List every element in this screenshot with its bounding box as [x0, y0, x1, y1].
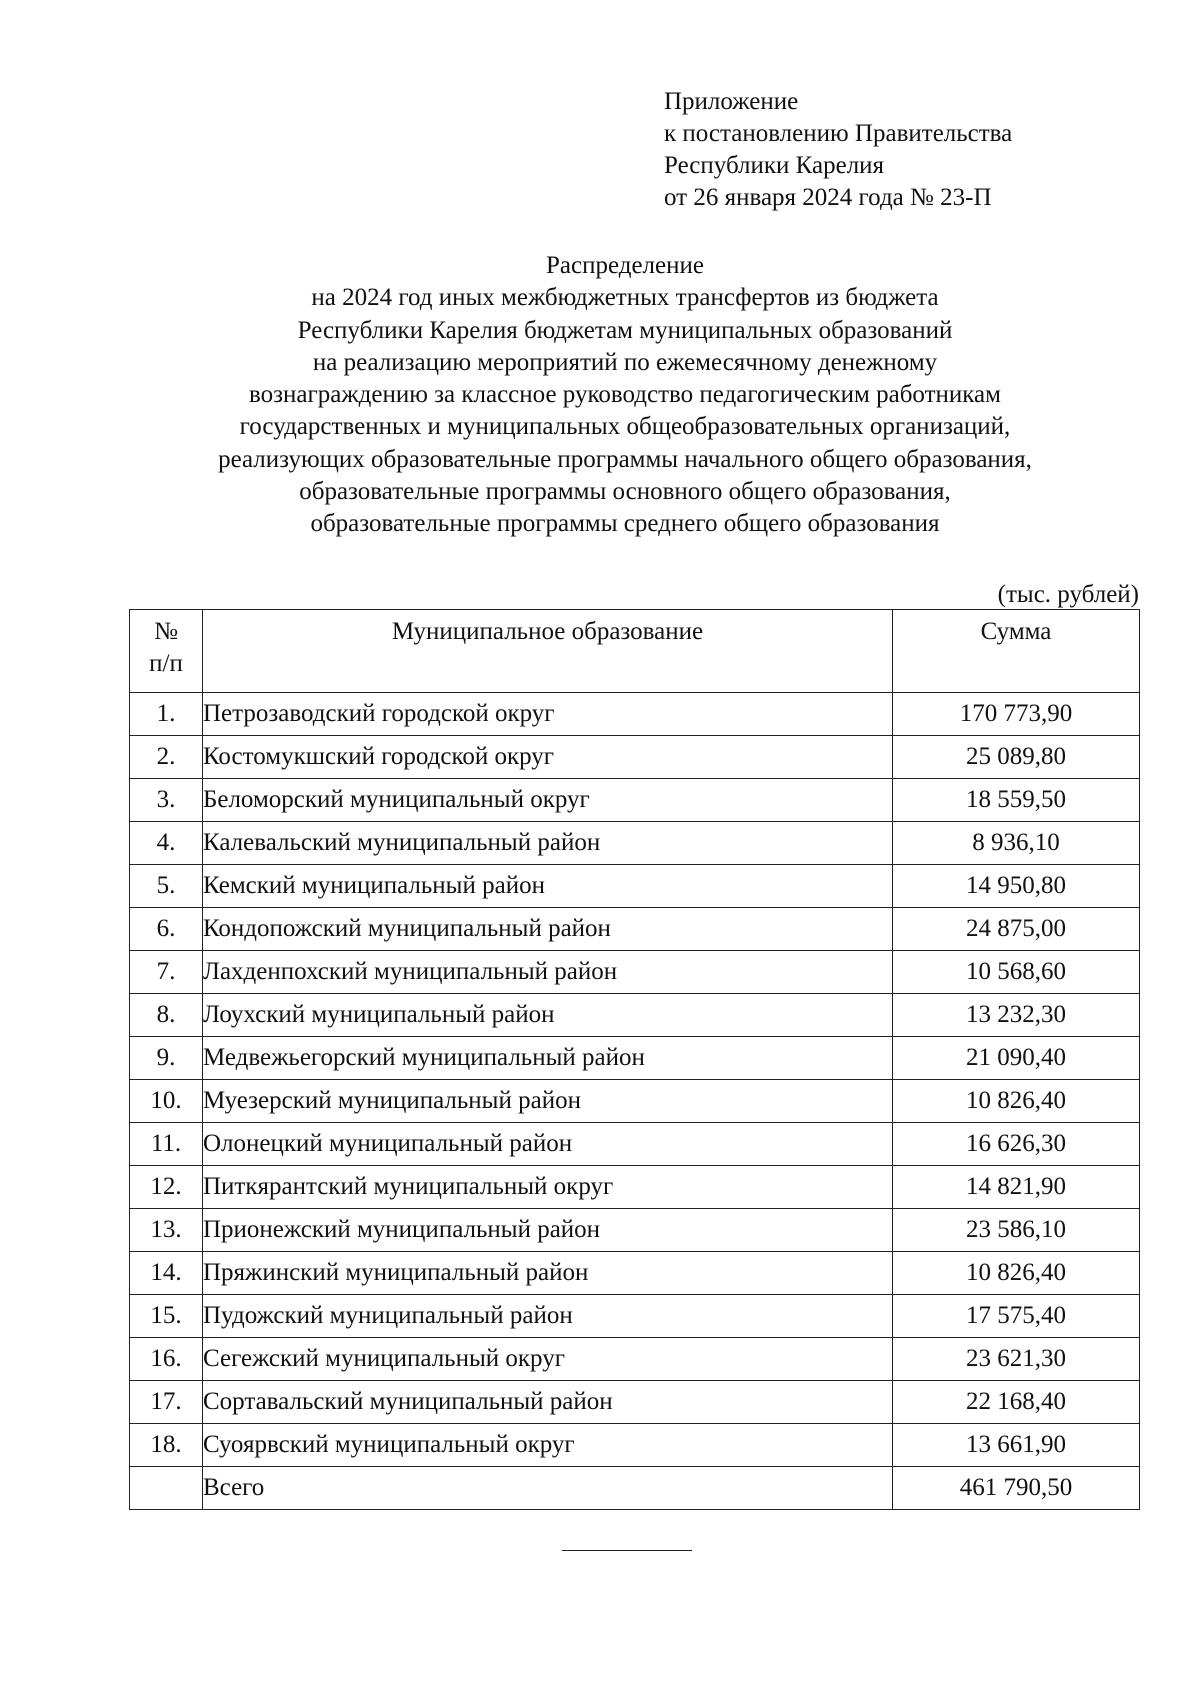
row-sum: 8 936,10 [893, 822, 1140, 865]
row-number: 18. [130, 1424, 203, 1467]
row-number: 9. [130, 1037, 203, 1080]
row-municipality: Медвежьегорский муниципальный район [203, 1037, 893, 1080]
row-municipality: Суоярвский муниципальный округ [203, 1424, 893, 1467]
row-municipality: Сортавальский муниципальный район [203, 1381, 893, 1424]
table-row [130, 822, 1140, 865]
header-number [130, 610, 203, 693]
row-municipality: Беломорский муниципальный округ [203, 779, 893, 822]
header-number-line: п/п [149, 650, 183, 677]
row-sum: 17 575,40 [893, 1295, 1140, 1338]
title-line: реализующих образовательные программы начального общего образования, [218, 445, 1032, 473]
title-line: Республики Карелия бюджетам муниципальных образований [297, 316, 953, 344]
row-number: 15. [130, 1295, 203, 1338]
end-divider-line [562, 1550, 692, 1551]
title-line: вознаграждению за классное руководство педагогическим работникам [249, 381, 1001, 409]
table-row [130, 779, 1140, 822]
table-row [130, 1209, 1140, 1252]
row-municipality: Калевальский муниципальный район [203, 822, 893, 865]
row-sum: 10 826,40 [893, 1252, 1140, 1295]
total-label: Всего [203, 1467, 893, 1510]
table-row [130, 1381, 1140, 1424]
row-municipality: Питкярантский муниципальный округ [203, 1166, 893, 1209]
row-municipality: Муезерский муниципальный район [203, 1080, 893, 1123]
row-number: 2. [130, 736, 203, 779]
table-row [130, 1295, 1140, 1338]
table-row [130, 1080, 1140, 1123]
header-municipality: Муниципальное образование [203, 610, 893, 693]
row-sum: 10 826,40 [893, 1080, 1140, 1123]
row-number: 1. [130, 693, 203, 736]
table-row [130, 736, 1140, 779]
title-line: образовательные программы основного общего образования, [299, 478, 951, 506]
row-municipality: Сегежский муниципальный округ [203, 1338, 893, 1381]
row-number: 3. [130, 779, 203, 822]
title-line: государственных и муниципальных общеобразовательных организаций, [239, 413, 1011, 441]
table-row [130, 1338, 1140, 1381]
row-sum: 25 089,80 [893, 736, 1140, 779]
row-sum: 18 559,50 [893, 779, 1140, 822]
distribution-table [129, 609, 1140, 1510]
row-number: 11. [130, 1123, 203, 1166]
title-line: на 2024 год иных межбюджетных трансфертов из бюджета [311, 284, 939, 312]
row-municipality: Костомукшский городской округ [203, 736, 893, 779]
appendix-line: Приложение [664, 88, 799, 115]
row-sum: 10 568,60 [893, 951, 1140, 994]
row-municipality: Пряжинский муниципальный район [203, 1252, 893, 1295]
row-municipality: Лоухский муниципальный район [203, 994, 893, 1037]
total-sum: 461 790,50 [893, 1467, 1140, 1510]
table-row [130, 1037, 1140, 1080]
row-municipality: Кондопожский муниципальный район [203, 908, 893, 951]
row-number: 8. [130, 994, 203, 1037]
row-number: 17. [130, 1381, 203, 1424]
table-row [130, 951, 1140, 994]
table-row [130, 1424, 1140, 1467]
row-number: 10. [130, 1080, 203, 1123]
row-municipality: Кемский муниципальный район [203, 865, 893, 908]
title-line: на реализацию мероприятий по ежемесячному денежному [312, 348, 938, 376]
row-municipality: Прионежский муниципальный район [203, 1209, 893, 1252]
title-line: Распределение [546, 252, 704, 279]
table-row [130, 865, 1140, 908]
row-number: 13. [130, 1209, 203, 1252]
row-sum: 24 875,00 [893, 908, 1140, 951]
row-number: 7. [130, 951, 203, 994]
row-number: 16. [130, 1338, 203, 1381]
appendix-line: от 26 января 2024 года № 23-П [664, 184, 992, 211]
table-row [130, 1123, 1140, 1166]
row-sum: 16 626,30 [893, 1123, 1140, 1166]
total-number [130, 1467, 203, 1510]
row-sum: 13 232,30 [893, 994, 1140, 1037]
row-sum: 14 821,90 [893, 1166, 1140, 1209]
row-municipality: Олонецкий муниципальный район [203, 1123, 893, 1166]
row-number: 12. [130, 1166, 203, 1209]
units-label: (тыс. рублей) [997, 581, 1139, 608]
table-body [130, 693, 1140, 1510]
table-row [130, 1166, 1140, 1209]
appendix-line: к постановлению Правительства [664, 120, 1013, 147]
row-sum: 23 621,30 [893, 1338, 1140, 1381]
row-number: 5. [130, 865, 203, 908]
document-title [100, 250, 1150, 541]
header-sum: Сумма [893, 610, 1140, 693]
row-sum: 21 090,40 [893, 1037, 1140, 1080]
table-row [130, 1252, 1140, 1295]
row-sum: 23 586,10 [893, 1209, 1140, 1252]
table-header-row [130, 610, 1140, 693]
row-municipality: Пудожский муниципальный район [203, 1295, 893, 1338]
row-municipality: Лахденпохский муниципальный район [203, 951, 893, 994]
row-sum: 13 661,90 [893, 1424, 1140, 1467]
appendix-line: Республики Карелия [664, 152, 885, 179]
header-number-line: № [154, 618, 178, 645]
table-row [130, 994, 1140, 1037]
row-number: 4. [130, 822, 203, 865]
row-sum: 14 950,80 [893, 865, 1140, 908]
title-line: образовательные программы среднего общего образования [310, 510, 940, 538]
table-total-row [130, 1467, 1140, 1510]
table-row [130, 693, 1140, 736]
table-row [130, 908, 1140, 951]
row-municipality: Петрозаводский городской округ [203, 693, 893, 736]
row-sum: 22 168,40 [893, 1381, 1140, 1424]
row-sum: 170 773,90 [893, 693, 1140, 736]
row-number: 6. [130, 908, 203, 951]
appendix-block [664, 86, 1012, 214]
row-number: 14. [130, 1252, 203, 1295]
